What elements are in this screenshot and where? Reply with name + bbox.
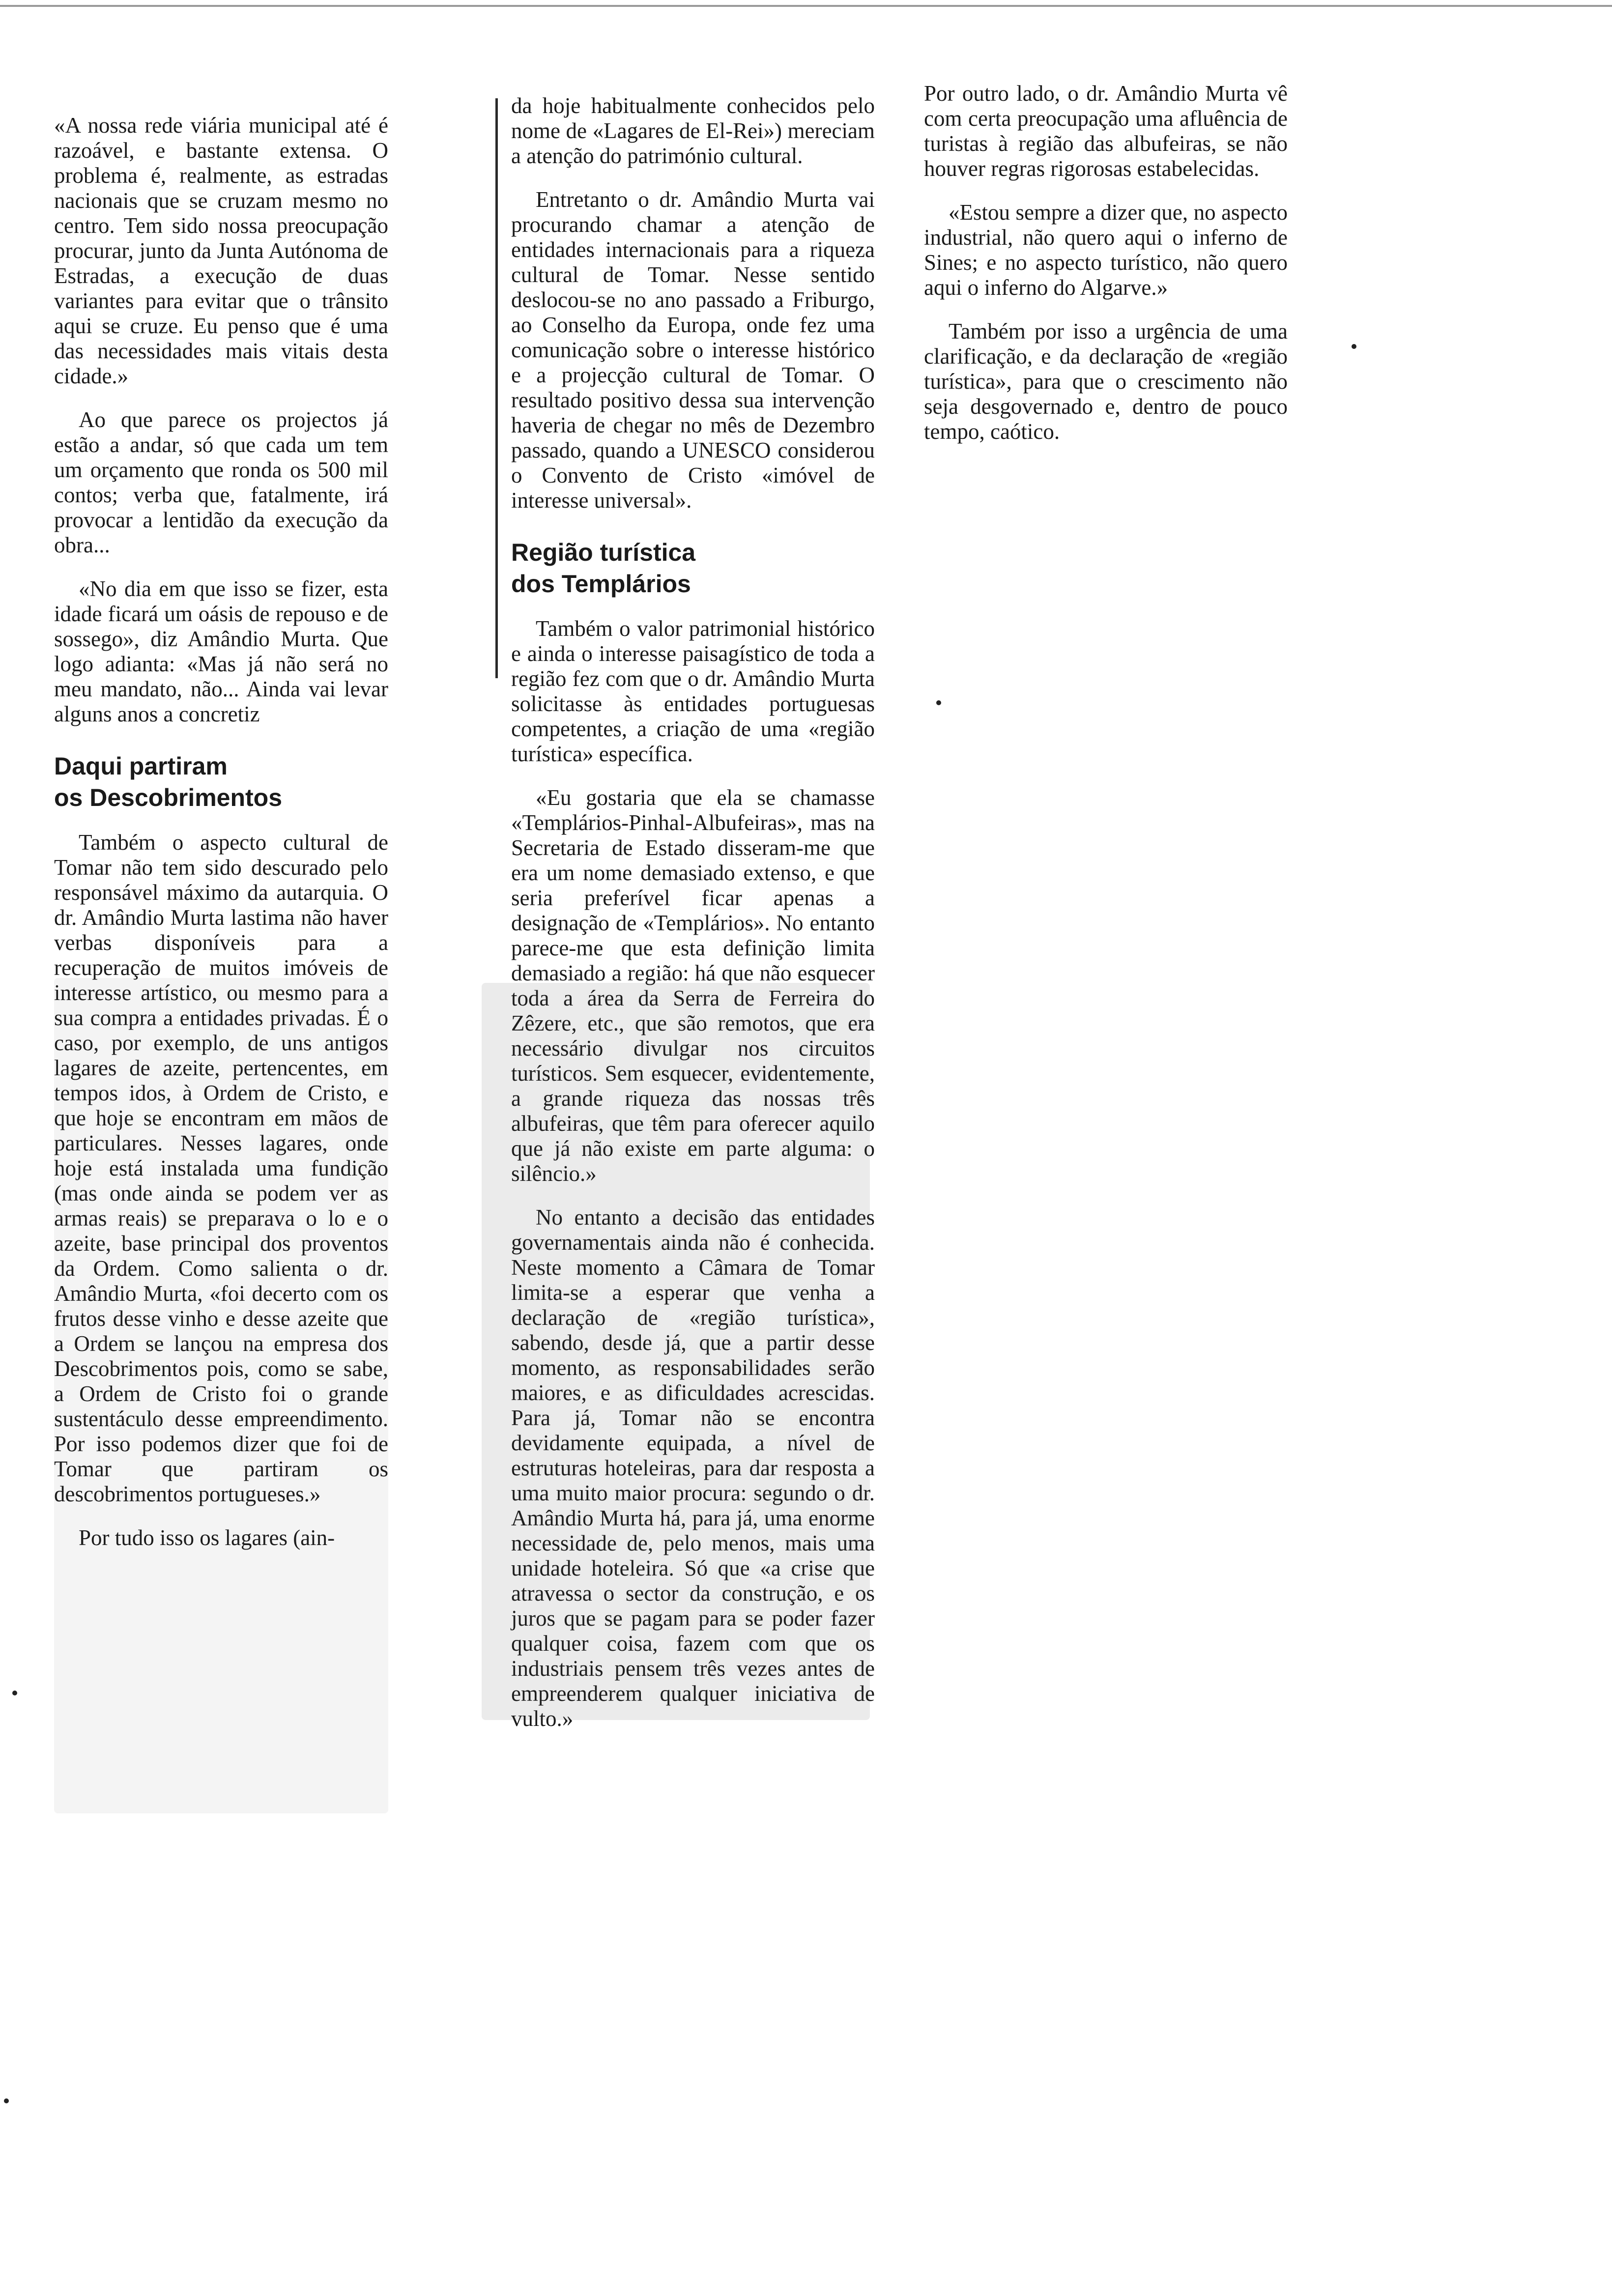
scan-smudge xyxy=(482,983,870,1720)
paragraph: Entretanto o dr. Amândio Murta vai procurando chamar a atenção de entidades internacionais para a riqueza cultural de Tomar. Nesse sentido deslocou-se no ano passado a Friburgo, ao Conselho da Europa, onde fez uma comunicação sobre o interesse histórico e a projecção cultural de Tomar. O resultado positivo dessa sua intervenção haveria de chegar no mês de Dezembro passado, quando a UNESCO considerou o Convento de Cristo «imóvel de interesse universal». xyxy=(511,187,875,513)
scan-speck xyxy=(12,1691,17,1695)
paragraph: No entanto a decisão das entidades governamentais ainda não é conhecida. Neste momento a Câmara de Tomar limita-se a esperar que venha a declaração de «região turística», sabendo, desde já, que a partir desse momento, as responsabilidades serão maiores, e as dificuldades acrescidas. Para já, Tomar não se encontra devidamente equipada, a nível de estruturas hoteleiras, para dar resposta a uma muito maior procura: segundo o dr. Amândio Murta há, para já, uma enorme necessidade de, pelo menos, mais uma unidade hoteleira. Só que «a crise que atravessa o sector da construção, e os juros que se pagam para se poder fazer qualquer coisa, fazem com que os industriais pensem três vezes antes de empreenderem qualquer iniciativa de vulto.» xyxy=(511,1205,875,1731)
paragraph: Também o valor patrimonial histórico e ainda o interesse paisagístico de toda a região fez com que o dr. Amândio Murta solicitasse às entidades portuguesas competentes, a criação de uma «região turística» específica. xyxy=(511,616,875,766)
article-column-3 xyxy=(924,81,1288,463)
paragraph: «No dia em que isso se fizer, esta idade ficará um oásis de repouso e de sossego», diz Amândio Murta. Que logo adianta: «Mas já não será no meu mandato, não... Ainda vai levar alguns anos a concretiz xyxy=(54,576,388,726)
paragraph: Por outro lado, o dr. Amândio Murta vê com certa preocupação uma afluência de turistas à região das albufeiras, se não houver regras rigorosas estabelecidas. xyxy=(924,81,1288,181)
paragraph: da hoje habitualmente conhecidos pelo nome de «Lagares de El-Rei») mereciam a atenção do património cultural. xyxy=(511,93,875,168)
paragraph: «A nossa rede viária municipal até é razoável, e bastante extensa. O problema é, realmente, as estradas nacionais que se cruzam mesmo no centro. Tem sido nossa preocupação procurar, junto da Junta Autónoma de Estradas, a execução de duas variantes para evitar que o trânsito aqui se cruze. Eu penso que é uma das necessidades mais vitais desta cidade.» xyxy=(54,113,388,388)
scan-speck xyxy=(4,2098,9,2103)
scan-smudge xyxy=(54,978,388,1813)
paragraph: Também por isso a urgência de uma clarificação, e da declaração de «região turística», para que o crescimento não seja desgovernado e, dentro de pouco tempo, caótico. xyxy=(924,319,1288,444)
paragraph: Também o aspecto cultural de Tomar não tem sido descurado pelo responsável máximo da autarquia. O dr. Amândio Murta lastima não haver verbas disponíveis para a recuperação de muitos imóveis de interesse artístico, ou mesmo para a sua compra a entidades privadas. É o caso, por exemplo, de uns antigos lagares de azeite, pertencentes, em tempos idos, à Ordem de Cristo, e que hoje se encontram em mãos de particulares. Nesses lagares, onde hoje está instalada uma fundição (mas onde ainda se podem ver as armas reais) se preparava o lo e o azeite, base principal dos proventos da Ordem. Como salienta o dr. Amândio Murta, «foi decerto com os frutos desse vinho e desse azeite que a Ordem se lançou na empresa dos Descobrimentos pois, como se sabe, a Ordem de Cristo foi o grande sustentáculo desse empreendimento. Por isso podemos dizer que foi de Tomar que partiram os descobrimentos portugueses.» xyxy=(54,830,388,1506)
paragraph: «Estou sempre a dizer que, no aspecto industrial, não quero aqui o inferno de Sines; e no aspecto turístico, não quero aqui o inferno do Algarve.» xyxy=(924,200,1288,300)
heading-line: Daqui partiram xyxy=(54,752,228,780)
column-divider xyxy=(495,98,498,678)
scan-speck xyxy=(1352,344,1356,349)
paragraph: Por tudo isso os lagares (ain- xyxy=(79,1525,335,1550)
scan-speck xyxy=(936,700,941,705)
paragraph: «Eu gostaria que ela se chamasse «Templários-Pinhal-Albufeiras», mas na Secretaria de Estado disseram-me que era um nome demasiado extenso, e que seria preferível ficar apenas a designação de «Templários». No entanto parece-me que esta definição limita demasiado a região: há que não esquecer toda a área da Serra de Ferreira do Zêzere, etc., que são remotos, que era necessário divulgar nos circuitos turísticos. Sem esquecer, evidentemente, a grande riqueza das nossas três albufeiras, que têm para oferecer aquilo que já não existe em parte alguma: o silêncio.» xyxy=(511,785,875,1186)
heading-line: dos Templários xyxy=(511,570,691,598)
scan-top-edge xyxy=(0,0,1612,7)
heading-line: Região turística xyxy=(511,539,696,566)
heading-line: os Descobrimentos xyxy=(54,784,283,811)
paragraph: Ao que parece os projectos já estão a andar, só que cada um tem um orçamento que ronda os 500 mil contos; verba que, fatalmente, irá provocar a lentidão da execução da obra... xyxy=(54,407,388,557)
section-heading-regiao-turistica xyxy=(511,537,875,600)
section-heading-descobrimentos xyxy=(54,750,388,813)
